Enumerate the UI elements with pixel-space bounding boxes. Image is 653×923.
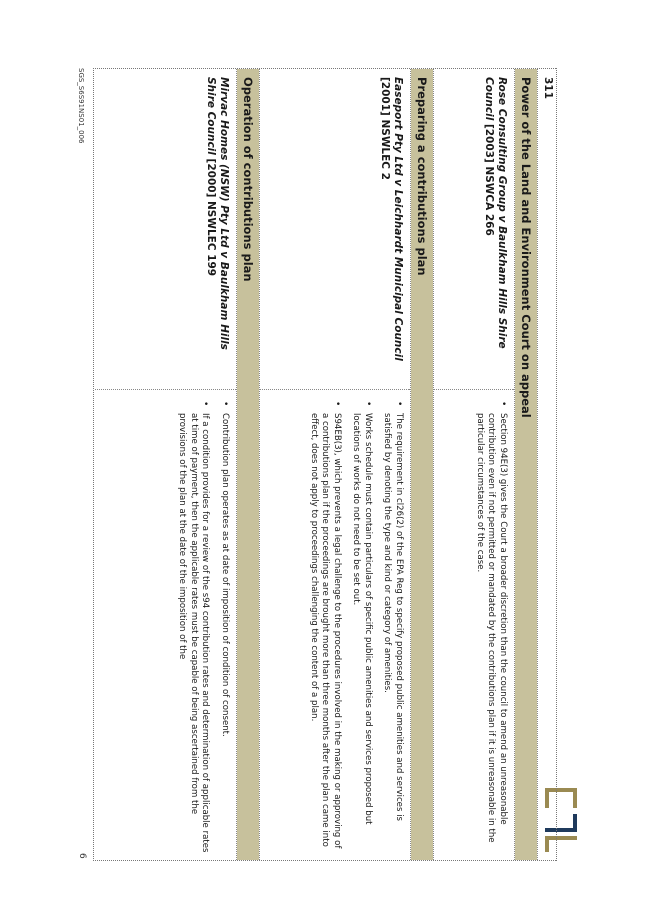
case-points: [300, 399, 405, 854]
case-row: [434, 69, 514, 860]
page-number: 6: [77, 853, 87, 859]
case-points: [168, 399, 230, 854]
case-citation-number: [2003] NSWCA 266: [483, 123, 495, 236]
section-title: Preparing a contributions plan: [415, 77, 429, 276]
case-point: • Section 94E(3) gives the Court a broader discretion than the council to amend an unreasonable contribution even if not permitted or mandated by the contributions plan if it is unreasonable in the particular circumstances of the case.: [474, 399, 509, 854]
case-citation: [378, 77, 404, 377]
case-point: • Contribution plan operates as at date of imposition of condition of consent.: [219, 399, 231, 854]
case-citation-number: [2000] NSWLEC 199: [205, 158, 217, 277]
case-point: • The requirement in cl26(2) of the EPA Reg to specify proposed public amenities and services is satisfied by denoting the type and kind or category of amenities.: [381, 399, 404, 854]
case-citation: [204, 77, 230, 377]
section-header: [515, 69, 537, 860]
section-title: Operation of contributions plan: [241, 77, 255, 282]
section-header: [237, 69, 259, 860]
case-name: Mirvac Homes (NSW) Pty Ltd v Baulkham Hills Shire Council: [205, 77, 230, 350]
case-point: • S94EB(3), which prevents a legal challenge to the procedures involved in the making or approving of a contributions plan if the proceedings are brought more than three months after the plan came into effect, does not apply to proceedings challenging the content of a plan.: [308, 399, 343, 854]
case-row: [95, 69, 236, 860]
case-point: • If a condition provides for a review of the s94 contribution rates and determination of applicable rates at time of payment, then the applicable rates must be capable of being ascertained from the provisions of the plan at the date of the imposition of the: [176, 399, 211, 854]
case-name: Rose Consulting Group v Baulkham Hills Shire Council: [483, 77, 508, 349]
case-row: [260, 69, 410, 860]
case-name: Easeport Pty Ltd v Leichhardt Municipal Council: [392, 77, 404, 361]
case-citation-number: [2001] NSWLEC 2: [379, 77, 391, 180]
section-header: [411, 69, 433, 860]
row-number: 311: [542, 77, 554, 99]
case-law-table: [93, 68, 557, 861]
case-points: [466, 399, 509, 854]
section-title: Power of the Land and Environment Court on appeal: [519, 77, 533, 418]
case-citation: [482, 77, 508, 377]
row-number-row: [538, 69, 556, 860]
case-point: • Works schedule must contain particulars of specific public amenities and services proposed but locations of works do not need to be set out.: [350, 399, 373, 854]
document-id: SGS_S6S91NS01_006: [77, 68, 85, 144]
